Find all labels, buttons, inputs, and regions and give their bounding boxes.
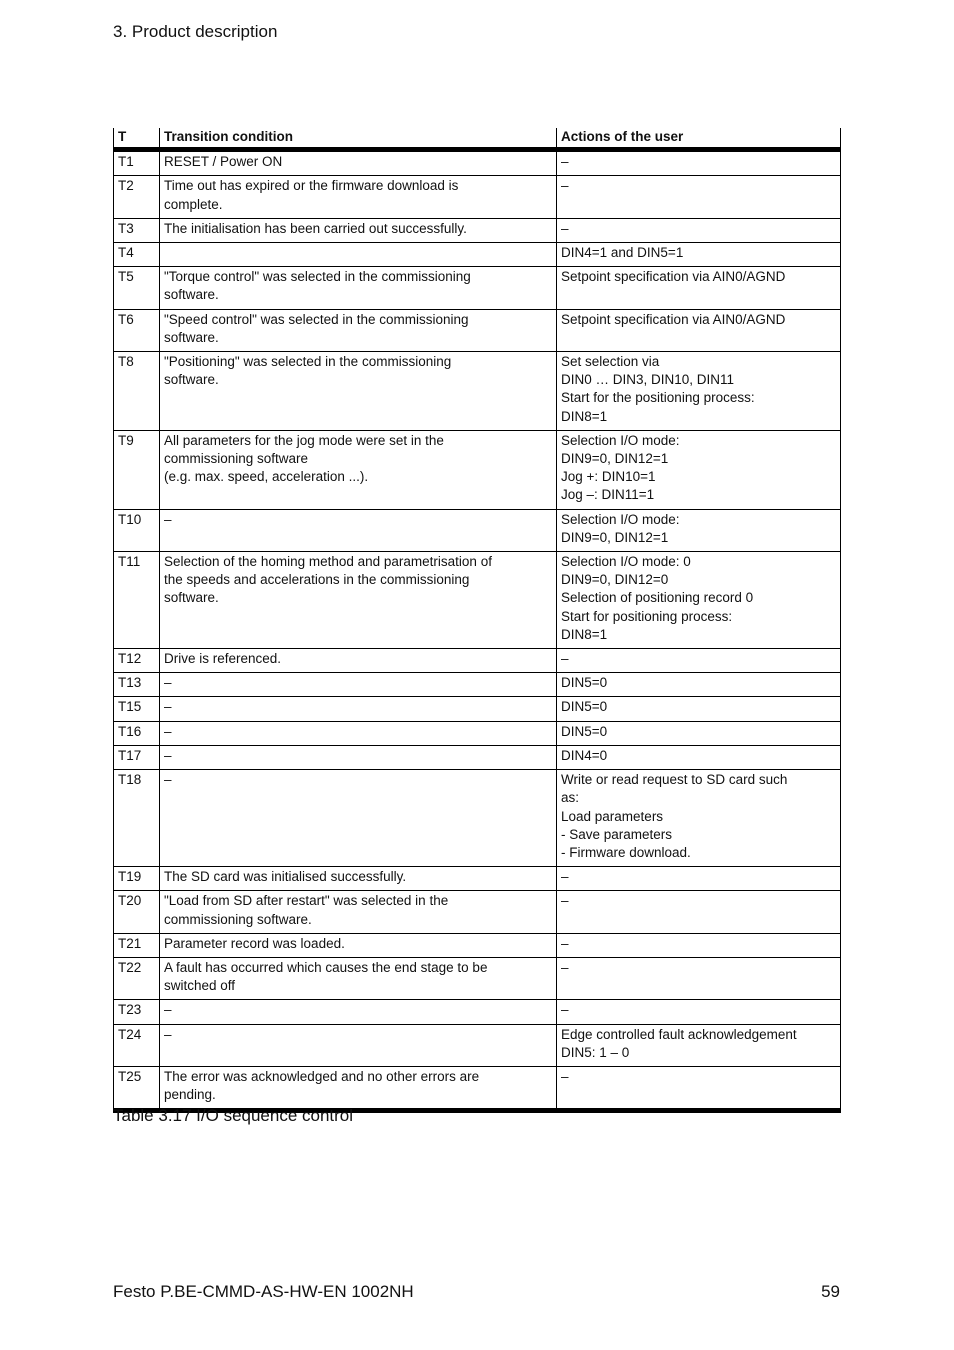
table-row: [114, 957, 841, 999]
cell-user-action: –: [557, 649, 841, 673]
cell-transition-id: T13: [114, 673, 160, 697]
cell-user-action: –: [557, 1066, 841, 1110]
table-row: [114, 243, 841, 267]
cell-user-action: DIN5=0: [557, 697, 841, 721]
cell-transition-condition: –: [160, 745, 557, 769]
cell-transition-condition: The SD card was initialised successfully.: [160, 867, 557, 891]
cell-transition-id: T23: [114, 1000, 160, 1024]
cell-transition-condition: The initialisation has been carried out successfully.: [160, 218, 557, 242]
table-row: [114, 1000, 841, 1024]
cell-transition-condition: "Torque control" was selected in the commissioning software.: [160, 267, 557, 309]
sequence-control-table: [113, 128, 841, 1113]
cell-transition-condition: [160, 243, 557, 267]
cell-transition-id: T12: [114, 649, 160, 673]
cell-user-action: –: [557, 1000, 841, 1024]
cell-user-action: –: [557, 150, 841, 176]
cell-transition-condition: A fault has occurred which causes the end stage to be switched off: [160, 957, 557, 999]
cell-transition-id: T4: [114, 243, 160, 267]
cell-user-action: –: [557, 891, 841, 933]
table-row: [114, 649, 841, 673]
cell-transition-condition: –: [160, 770, 557, 867]
table-row: [114, 352, 841, 431]
table-row: [114, 673, 841, 697]
cell-user-action: Edge controlled fault acknowledgement DIN5: 1 – 0: [557, 1024, 841, 1066]
cell-user-action: DIN4=0: [557, 745, 841, 769]
cell-transition-condition: Drive is referenced.: [160, 649, 557, 673]
cell-transition-id: T9: [114, 430, 160, 509]
cell-user-action: DIN4=1 and DIN5=1: [557, 243, 841, 267]
section-header: 3. Product description: [113, 22, 278, 41]
page-number: 59: [821, 1282, 840, 1301]
cell-transition-id: T21: [114, 933, 160, 957]
cell-user-action: Write or read request to SD card such as: Load parameters - Save parameters - Firmware download.: [557, 770, 841, 867]
table-row: [114, 867, 841, 891]
table-row: [114, 309, 841, 351]
cell-user-action: Selection I/O mode: DIN9=0, DIN12=1 Jog +: DIN10=1 Jog –: DIN11=1: [557, 430, 841, 509]
cell-transition-id: T5: [114, 267, 160, 309]
cell-transition-id: T8: [114, 352, 160, 431]
column-header-action: Actions of the user: [557, 128, 841, 150]
cell-transition-id: T11: [114, 552, 160, 649]
table-header-row: [114, 128, 841, 150]
cell-transition-condition: Selection of the homing method and parametrisation of the speeds and accelerations in the commissioning software.: [160, 552, 557, 649]
cell-transition-id: T2: [114, 176, 160, 218]
table-row: [114, 770, 841, 867]
table-row: [114, 933, 841, 957]
table-row: [114, 150, 841, 176]
table-row: [114, 1024, 841, 1066]
cell-user-action: –: [557, 218, 841, 242]
table-row: [114, 509, 841, 551]
column-header-t: T: [114, 128, 160, 150]
cell-user-action: –: [557, 957, 841, 999]
cell-user-action: Setpoint specification via AIN0/AGND: [557, 267, 841, 309]
cell-transition-condition: –: [160, 509, 557, 551]
cell-transition-condition: Time out has expired or the firmware download is complete.: [160, 176, 557, 218]
cell-transition-condition: –: [160, 1000, 557, 1024]
cell-transition-condition: –: [160, 721, 557, 745]
cell-transition-id: T19: [114, 867, 160, 891]
table-row: [114, 891, 841, 933]
cell-transition-id: T25: [114, 1066, 160, 1110]
table-row: [114, 430, 841, 509]
table-row: [114, 697, 841, 721]
cell-transition-id: T20: [114, 891, 160, 933]
cell-transition-condition: –: [160, 1024, 557, 1066]
cell-user-action: Selection I/O mode: DIN9=0, DIN12=1: [557, 509, 841, 551]
table-caption: Table 3.17 I/O sequence control: [113, 1106, 354, 1125]
cell-transition-id: T3: [114, 218, 160, 242]
cell-transition-id: T10: [114, 509, 160, 551]
cell-transition-condition: Parameter record was loaded.: [160, 933, 557, 957]
cell-transition-id: T22: [114, 957, 160, 999]
table-row: [114, 721, 841, 745]
cell-transition-condition: "Speed control" was selected in the commissioning software.: [160, 309, 557, 351]
cell-user-action: DIN5=0: [557, 721, 841, 745]
cell-transition-condition: The error was acknowledged and no other errors are pending.: [160, 1066, 557, 1110]
cell-transition-id: T24: [114, 1024, 160, 1066]
cell-transition-id: T18: [114, 770, 160, 867]
column-header-condition: Transition condition: [160, 128, 557, 150]
cell-transition-condition: "Load from SD after restart" was selected in the commissioning software.: [160, 891, 557, 933]
cell-user-action: –: [557, 933, 841, 957]
table-row: [114, 552, 841, 649]
table-row: [114, 267, 841, 309]
cell-transition-condition: All parameters for the jog mode were set in the commissioning software (e.g. max. speed, acceleration ...).: [160, 430, 557, 509]
cell-transition-condition: RESET / Power ON: [160, 150, 557, 176]
cell-transition-condition: –: [160, 697, 557, 721]
cell-user-action: –: [557, 867, 841, 891]
cell-user-action: Selection I/O mode: 0 DIN9=0, DIN12=0 Selection of positioning record 0 Start for positioning process: DIN8=1: [557, 552, 841, 649]
cell-user-action: DIN5=0: [557, 673, 841, 697]
cell-transition-id: T16: [114, 721, 160, 745]
table-row: [114, 176, 841, 218]
table-row: [114, 218, 841, 242]
cell-transition-id: T6: [114, 309, 160, 351]
cell-user-action: –: [557, 176, 841, 218]
document-id: Festo P.BE-CMMD-AS-HW-EN 1002NH: [113, 1282, 414, 1301]
cell-transition-id: T1: [114, 150, 160, 176]
cell-transition-condition: –: [160, 673, 557, 697]
table-row: [114, 745, 841, 769]
table-row: [114, 1066, 841, 1110]
cell-user-action: Setpoint specification via AIN0/AGND: [557, 309, 841, 351]
cell-transition-id: T15: [114, 697, 160, 721]
cell-transition-id: T17: [114, 745, 160, 769]
cell-user-action: Set selection via DIN0 … DIN3, DIN10, DIN11 Start for the positioning process: DIN8=1: [557, 352, 841, 431]
cell-transition-condition: "Positioning" was selected in the commissioning software.: [160, 352, 557, 431]
